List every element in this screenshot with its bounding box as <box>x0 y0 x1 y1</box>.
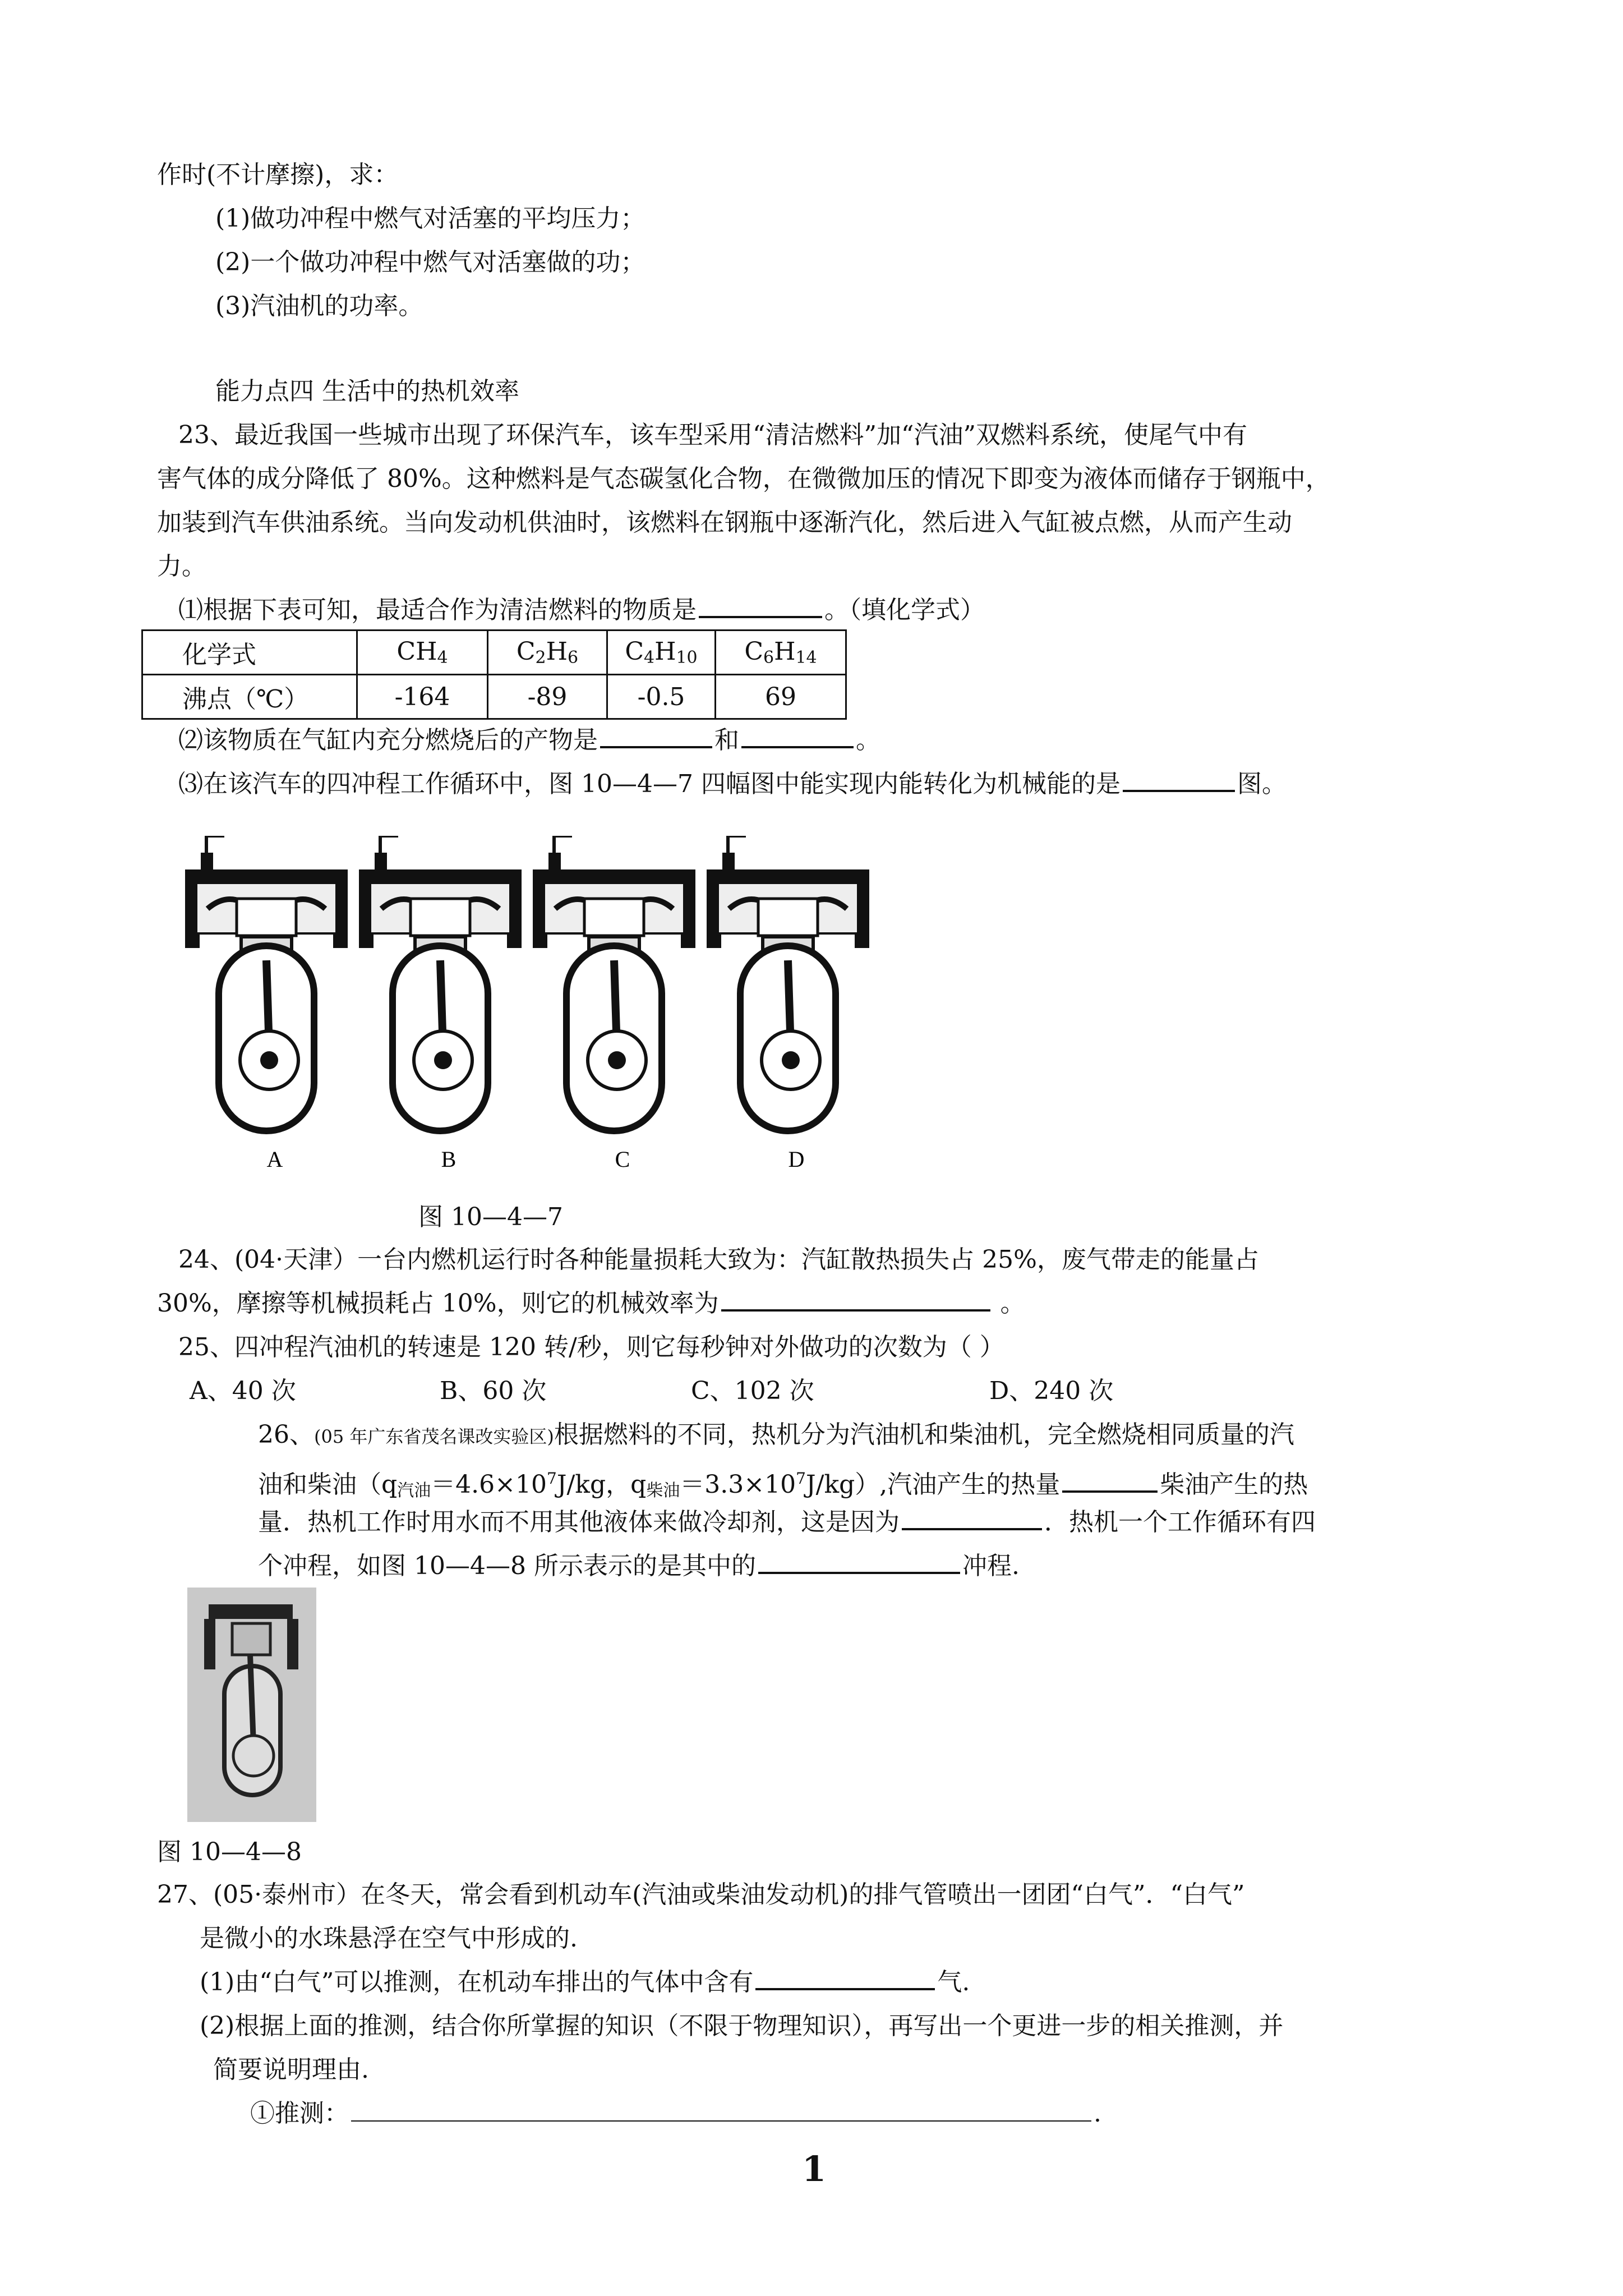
answer-blank[interactable] <box>351 2098 1091 2122</box>
intro-q3: (3)汽油机的功率。 <box>215 292 423 320</box>
q25-option-c: C、102 次 <box>691 1377 814 1405</box>
figure-label-a: A <box>266 1147 283 1172</box>
table-cell: -164 <box>357 675 488 719</box>
q23-line4: 力。 <box>157 552 206 581</box>
q27-guess: ①推测： . <box>250 2099 1101 2128</box>
figure-label-b: B <box>441 1147 457 1172</box>
intro-q1: (1)做功冲程中燃气对活塞的平均压力； <box>215 204 645 233</box>
q24-line1: 24、(04·天津）一台内燃机运行时各种能量损耗大致为：汽缸散热损失占 25%，废气带走的能量占 <box>178 1245 1259 1274</box>
table-header-formula: 化学式 <box>142 631 357 675</box>
engine-d <box>707 836 869 1131</box>
q23-sub3: ⑶在该汽车的四冲程工作循环中，图 10—4—7 四幅图中能实现内能转化为机械能的是 图。 <box>178 767 1287 801</box>
section-title: 能力点四 生活中的热机效率 <box>215 377 519 406</box>
q27-sub2: (2)根据上面的推测，结合你所掌握的知识（不限于物理知识），再写出一个更进一步的相关推测，并 <box>200 2012 1284 2040</box>
table-cell: 69 <box>716 675 846 719</box>
q27-line2: 是微小的水珠悬浮在空气中形成的. <box>200 1924 578 1953</box>
figure-caption: 图 10—4—8 <box>157 1838 302 1866</box>
engine-c <box>533 836 695 1131</box>
answer-blank[interactable] <box>741 724 854 748</box>
table-cell-c6h14: $C_6H_{14}$ <box>716 631 846 675</box>
figure-label-c: C <box>615 1147 630 1172</box>
q23-sub2: ⑵该物质在气缸内充分燃烧后的产物是 和 。 <box>178 724 880 757</box>
q27-sub2-cont: 简要说明理由. <box>213 2055 369 2084</box>
boiling-point-table <box>141 629 847 720</box>
q24-line2: 30%，摩擦等机械损耗占 10%，则它的机械效率为 。 <box>157 1287 1025 1320</box>
q23-sub1: ⑴根据下表可知，最适合作为清洁燃料的物质是 。（填化学式） <box>178 593 985 627</box>
q25-option-b: B、60 次 <box>440 1377 547 1405</box>
table-cell-c2h6: $C_2H_6$ <box>488 631 607 675</box>
four-stroke-engine-figure <box>185 836 914 1184</box>
table-cell-c4h10: $C_4H_{10}$ <box>607 631 716 675</box>
answer-blank[interactable] <box>699 593 822 618</box>
q23-line2: 害气体的成分降低了 80%。这种燃料是气态碳氢化合物，在微微加压的情况下即变为液体而储存于钢瓶中， <box>157 464 1330 493</box>
answer-blank[interactable] <box>1123 767 1235 792</box>
figure-label-d: D <box>788 1147 805 1172</box>
answer-blank[interactable] <box>721 1287 990 1312</box>
q27-sub1: (1)由“白气”可以推测，在机动车排出的气体中含有 气. <box>200 1966 970 1999</box>
answer-blank[interactable] <box>600 724 712 748</box>
engine-a <box>185 836 348 1131</box>
q25-option-a: A、40 次 <box>190 1377 296 1405</box>
answer-blank[interactable] <box>902 1506 1042 1530</box>
q23-line1: 23、最近我国一些城市出现了环保汽车，该车型采用“清洁燃料”加“汽油”双燃料系统，使尾气中有 <box>178 421 1247 449</box>
q26-line4: 个冲程，如图 10—4—8 所示表示的是其中的 冲程. <box>258 1549 1020 1583</box>
answer-blank[interactable] <box>755 1966 935 1990</box>
q26-line3: 量．热机工作时用水而不用其他液体来做冷却剂，这是因为 ．热机一个工作循环有四 <box>258 1506 1316 1539</box>
table-cell-ch4: $CH_4$ <box>357 631 488 675</box>
answer-blank[interactable] <box>758 1549 960 1574</box>
q25-line1: 25、四冲程汽油机的转速是 120 转/秒，则它每秒钟对外做功的次数为（ ） <box>178 1333 1004 1361</box>
q25-option-d: D、240 次 <box>989 1377 1114 1405</box>
q23-line3: 加装到汽车供油系统。当向发动机供油时，该燃料在钢瓶中逐渐汽化，然后进入气缸被点燃，从而产生动 <box>157 508 1292 537</box>
page-number: 1 <box>802 2148 827 2189</box>
engine-b <box>359 836 522 1131</box>
intro-q2: (2)一个做功冲程中燃气对活塞做的功； <box>215 248 645 277</box>
figure-caption: 图 10—4—7 <box>418 1203 563 1231</box>
table-cell: -0.5 <box>607 675 716 719</box>
table-cell: -89 <box>488 675 607 719</box>
q27-line1: 27、(05·泰州市）在冬天，常会看到机动车(汽油或柴油发动机)的排气管喷出一团团“白气”．“白气” <box>157 1880 1245 1909</box>
q26-line2: 油和柴油（$q_{汽油}=4.6\times 10^7J/kg$，$q_{柴油}=3.3\times 10^7J/kg$）,汽油产生的热量 柴油产生的热 <box>258 1469 1308 1501</box>
answer-blank[interactable] <box>1062 1468 1158 1493</box>
table-header-boiling: 沸点（℃） <box>142 675 357 719</box>
q26-line1: 26、(05 年广东省茂名课改实验区)根据燃料的不同，热机分为汽油机和柴油机，完全燃烧相同质量的汽 <box>258 1420 1294 1449</box>
engine-photo <box>187 1588 316 1822</box>
intro-line: 作时(不计摩擦)，求： <box>157 160 399 189</box>
